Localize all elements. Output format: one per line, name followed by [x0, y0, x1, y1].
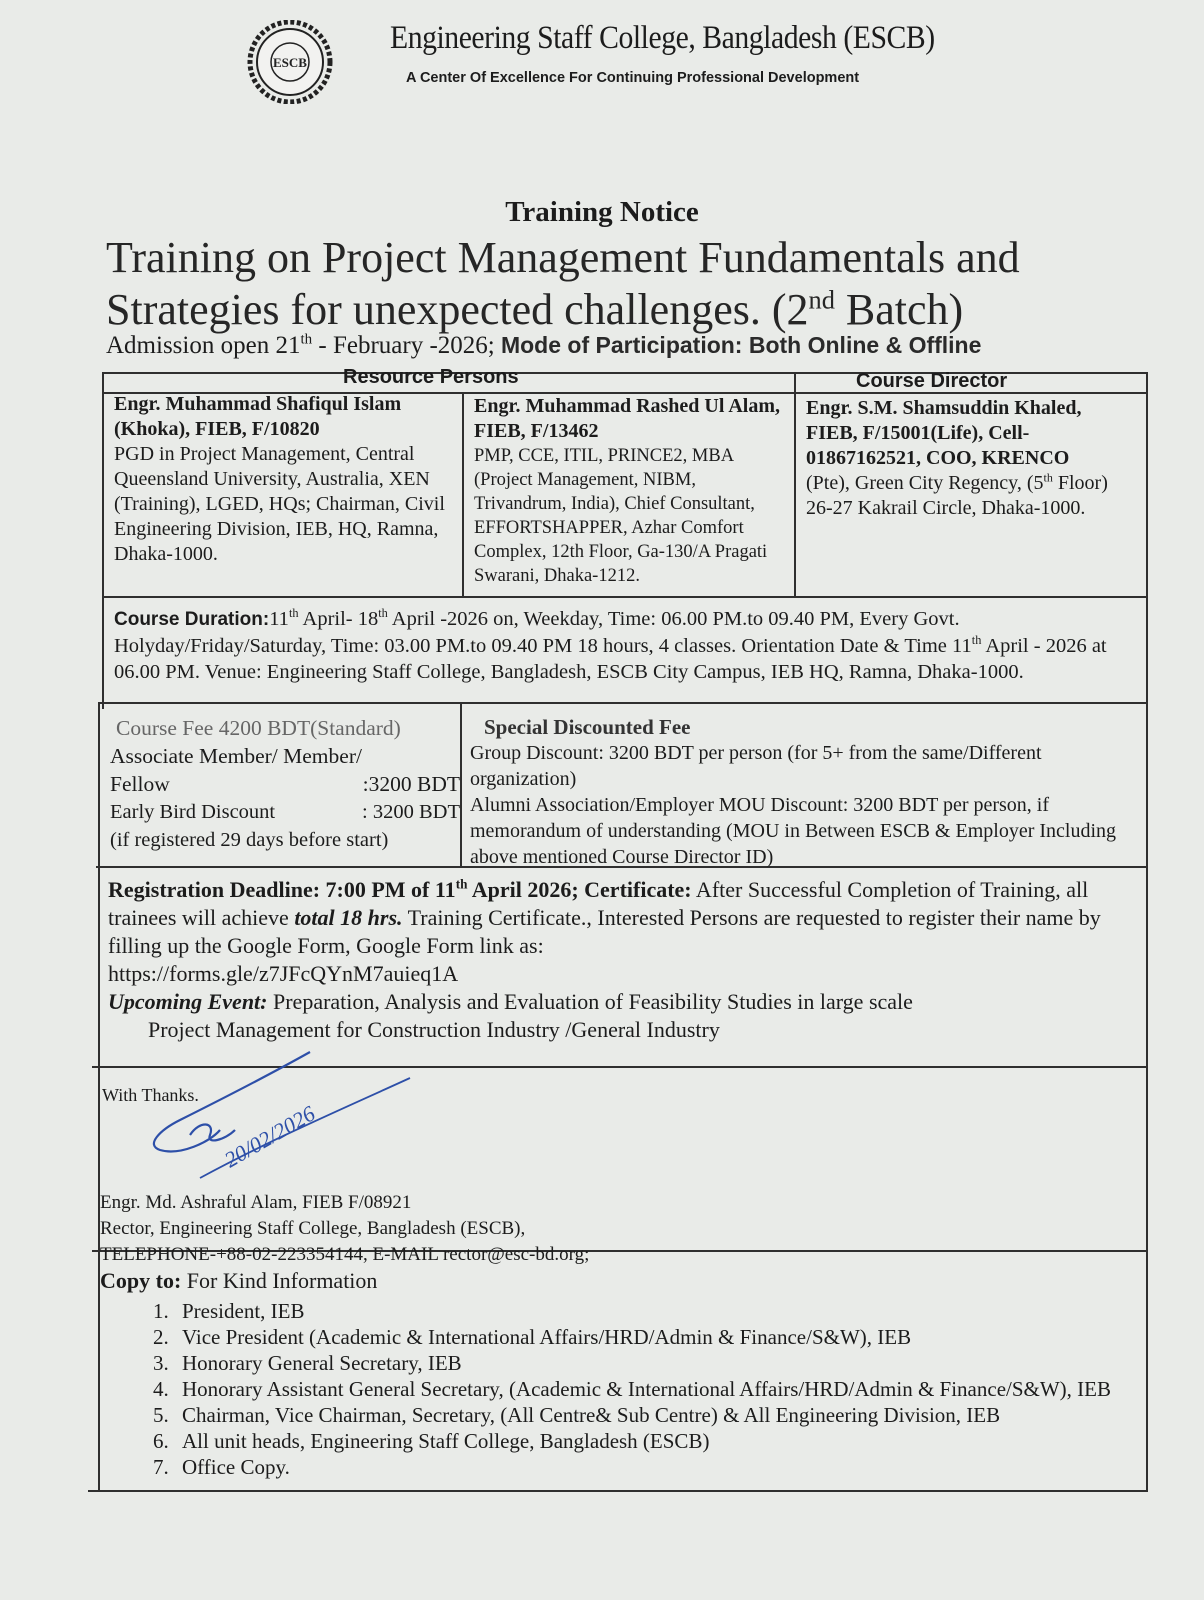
early-bird-note: (if registered 29 days before start)	[110, 829, 389, 851]
copy-to-label: Copy to:	[100, 1268, 182, 1293]
list-item: 7. Office Copy.	[174, 1454, 1140, 1480]
rector-title: Rector, Engineering Staff College, Bangladesh (ESCB),	[100, 1218, 526, 1239]
copy-to-list	[100, 1298, 1140, 1480]
person-name: Engr. Muhammad Rashed Ul Alam, FIEB, F/13462	[474, 395, 780, 442]
standard-fees	[110, 714, 460, 854]
course-duration: Course Duration:11th April- 18th April -2026 on, Weekday, Time: 06.00 PM.to 09.40 PM, Every Govt. Holyday/Friday/Saturday, Time: 03.00 PM.to 09.40 PM 18 hours, 4 classes. Orientation Date & Time 11th April - 2026 at 06.00 PM. Venue: Engineering Staff College, Bangladesh, ESCB City Campus, IEB HQ, Ramna, Dhaka-1000.	[114, 606, 1107, 683]
signature-date: 20/02/2026	[220, 1100, 320, 1173]
org-name: Engineering Staff College, Bangladesh (ESCB)	[390, 20, 935, 56]
resource-persons-header: Resource Persons	[343, 366, 519, 388]
rector-name: Engr. Md. Ashraful Alam, FIEB F/08921	[100, 1192, 412, 1213]
table-divider	[462, 392, 464, 597]
training-title-line1: Training on Project Management Fundamentals and	[106, 233, 1020, 282]
list-item: 4. Honorary Assistant General Secretary, (Academic & International Affairs/HRD/Admin & Finance/S&W), IEB	[174, 1376, 1140, 1402]
upcoming-event-line2: Project Management for Construction Industry /General Industry	[148, 1017, 720, 1042]
training-title-line2: Strategies for unexpected challenges. (2nd Batch)	[106, 284, 964, 334]
certificate-label: Certificate:	[578, 877, 692, 902]
copy-to-title: For Kind Information	[181, 1268, 378, 1293]
director-details: (Pte), Green City Regency, (5th Floor) 26-27 Kakrail Circle, Dhaka-1000.	[806, 470, 1108, 519]
person-details: PGD in Project Management, Central Queensland University, Australia, XEN (Training), LGED, HQs; Chairman, Civil Engineering Division, IEB, HQ, Ramna, Dhaka-1000.	[114, 443, 445, 565]
admission-line: Admission open 21th - February -2026; Mode of Participation: Both Online & Offline	[106, 331, 982, 359]
table-divider	[460, 702, 462, 866]
list-item: 2. Vice President (Academic & International Affairs/HRD/Admin & Finance/S&W), IEB	[174, 1324, 1140, 1350]
registration-label: Registration Deadline:	[108, 877, 321, 902]
registration-section: Registration Deadline: 7:00 PM of 11th April 2026; Certificate: After Successful Completion of Training, all trainees will achieve total 18 hrs. Training Certificate., Interested Persons are requested to register their name by filling up the Google Form, Google Form link as: https://forms.gle/z7JFcQYnM7auieq1A Upcoming Event: Preparation, Analysis and Evaluation of Feasibility Studies in large scale Project Management for Construction Industry /General Industry	[108, 876, 1148, 1044]
letterhead	[240, 14, 960, 104]
notice-title: Training Notice	[505, 196, 699, 228]
director-name: Engr. S.M. Shamsuddin Khaled, FIEB, F/15001(Life), Cell-01867162521, COO, KRENCO	[806, 397, 1082, 469]
with-thanks: With Thanks.	[102, 1085, 199, 1105]
copy-to-section	[100, 1268, 1140, 1480]
person-details: PMP, CCE, ITIL, PRINCE2, MBA (Project Management, NIBM, Trivandrum, India), Chief Consultant, EFFORTSHAPPER, Azhar Comfort Complex, 12th Floor, Ga-130/A Pragati Swarani, Dhaka-1212.	[474, 446, 768, 586]
training-title	[106, 232, 1106, 336]
member-fee-label: Associate Member/ Member/	[110, 744, 362, 768]
person-name: Engr. Muhammad Shafiqul Islam (Khoka), FIEB, F/10820	[114, 393, 402, 440]
resource-person-1	[114, 392, 454, 567]
group-discount: Group Discount: 3200 BDT per person (for 5+ from the same/Different organization)	[470, 742, 1042, 790]
course-director	[806, 396, 1136, 521]
early-bird-fee: Early Bird Discount : 3200 BDT	[110, 801, 460, 823]
logo-text: ESCB	[273, 55, 307, 70]
table-divider	[88, 1490, 1148, 1492]
course-director-header: Course Director	[856, 370, 1008, 392]
standard-fee: Course Fee 4200 BDT(Standard)	[116, 716, 401, 740]
list-item: 5. Chairman, Vice Chairman, Secretary, (All Centre& Sub Centre) & All Engineering Division, IEB	[174, 1402, 1140, 1428]
rector-block	[100, 1190, 800, 1268]
list-item: 3. Honorary General Secretary, IEB	[174, 1350, 1140, 1376]
special-fees	[470, 714, 1150, 870]
member-fee: Fellow :3200 BDT	[110, 772, 460, 796]
google-form-link[interactable]: https://forms.gle/z7JFcQYnM7auieq1A	[108, 961, 459, 986]
list-item: 1. President, IEB	[174, 1298, 1140, 1324]
table-divider	[98, 702, 1146, 704]
list-item: 6. All unit heads, Engineering Staff College, Bangladesh (ESCB)	[174, 1428, 1140, 1454]
resource-person-2	[474, 394, 788, 588]
escb-logo	[240, 20, 340, 104]
alumni-discount: Alumni Association/Employer MOU Discount: 3200 BDT per person, if memorandum of understanding (MOU in Between ESCB & Employer Including above mentioned Course Director ID)	[470, 794, 1117, 868]
special-fee-title: Special Discounted Fee	[484, 715, 691, 739]
duration-label: Course Duration:	[114, 609, 270, 630]
table-divider	[102, 596, 1146, 598]
signature-image	[140, 1050, 420, 1180]
upcoming-event-label: Upcoming Event:	[108, 989, 268, 1014]
participation-mode: Mode of Participation: Both Online & Offline	[500, 332, 982, 358]
table-divider	[794, 372, 796, 597]
org-tagline: A Center Of Excellence For Continuing Professional Development	[406, 70, 860, 86]
rector-contact: TELEPHONE-+88-02-223354144, E-MAIL rector@esc-bd.org;	[100, 1244, 590, 1265]
